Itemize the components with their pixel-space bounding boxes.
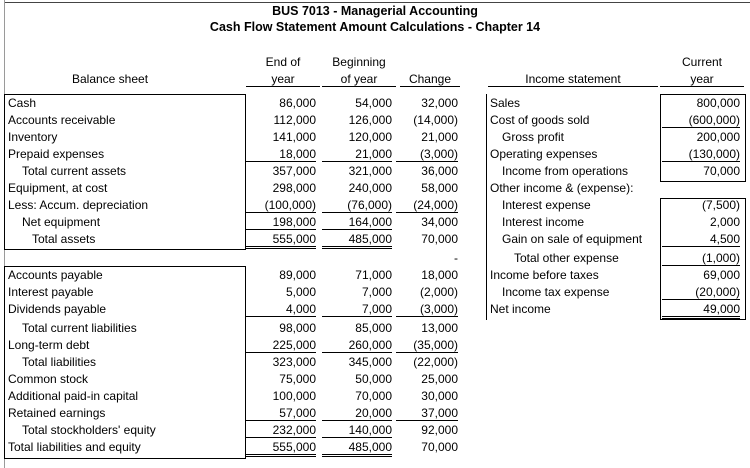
bs-label-long-term-debt: Long-term debt: [8, 338, 90, 352]
bs-change-common-stock: 25,000: [421, 372, 458, 386]
bs-change-net-equipment: 34,000: [421, 215, 458, 229]
bs-change-inventory: 21,000: [421, 130, 458, 144]
is-amount-income-tax: (20,000): [662, 285, 740, 300]
header-income-statement: Income statement: [488, 72, 658, 87]
bs-change-long-term-debt: (35,000): [396, 338, 458, 353]
bs-change-interest-payable: (2,000): [419, 285, 458, 299]
bs-change-total-assets: 70,000: [421, 232, 458, 246]
bs-label-total-current-assets: Total current assets: [22, 164, 127, 178]
is-amount-sales: 800,000: [696, 96, 740, 110]
bs-end-dividends-payable: 4,000: [246, 302, 316, 317]
top-border: [5, 2, 750, 3]
is-amount-net-income: 49,000: [662, 302, 740, 319]
bs-begin-accum-depreciation: (76,000): [322, 198, 392, 213]
is-amount-total-other-expense: (1,000): [662, 251, 740, 266]
bs-begin-total-current-assets: 321,000: [348, 164, 392, 178]
bs-begin-total-current-liabilities: 85,000: [355, 321, 392, 335]
bs-begin-total-equity: 140,000: [322, 423, 392, 438]
bs-label-ap: Accounts payable: [8, 268, 103, 282]
bs-begin-total-liabilities: 345,000: [348, 355, 392, 369]
bs-change-prepaid: (3,000): [396, 147, 458, 162]
bs-label-equipment: Equipment, at cost: [8, 181, 108, 195]
bs-change-ar: (14,000): [413, 113, 458, 127]
bs-end-apic: 100,000: [272, 389, 316, 403]
is-label-income-before-taxes: Income before taxes: [490, 268, 599, 282]
bs-end-cash: 86,000: [279, 96, 316, 110]
bs-end-total-equity: 232,000: [246, 423, 316, 438]
bs-change-equipment: 58,000: [421, 181, 458, 195]
bs-label-ar: Accounts receivable: [8, 113, 116, 127]
bs-label-retained-earnings: Retained earnings: [8, 406, 106, 420]
header-end-year: year: [246, 72, 320, 87]
is-label-net-income: Net income: [490, 302, 551, 316]
bs-change-cash: 32,000: [421, 96, 458, 110]
bs-end-inventory: 141,000: [272, 130, 316, 144]
bs-begin-equipment: 240,000: [348, 181, 392, 195]
header-current-year: year: [660, 72, 744, 87]
bs-label-apic: Additional paid-in capital: [8, 389, 139, 403]
bs-end-long-term-debt: 225,000: [246, 338, 316, 353]
is-amount-income-before-taxes: 69,000: [703, 268, 740, 282]
is-label-total-other-expense: Total other expense: [514, 251, 619, 265]
is-amount-operating-expenses: (130,000): [662, 147, 740, 162]
header-balance-sheet: Balance sheet: [71, 72, 149, 86]
bs-begin-dividends-payable: 7,000: [322, 302, 392, 317]
bs-begin-interest-payable: 7,000: [361, 285, 392, 299]
is-label-interest-income: Interest income: [502, 215, 585, 229]
bs-label-total-assets: Total assets: [32, 232, 96, 246]
bs-begin-inventory: 120,000: [348, 130, 392, 144]
bs-label-common-stock: Common stock: [8, 372, 89, 386]
is-label-operating-expenses: Operating expenses: [490, 147, 598, 161]
is-label-other-income: Other income & (expense):: [490, 181, 634, 195]
report-title: BUS 7013 - Managerial Accounting: [272, 4, 478, 18]
is-label-cogs: Cost of goods sold: [490, 113, 590, 127]
is-label-interest-expense: Interest expense: [502, 198, 591, 212]
bs-begin-prepaid: 21,000: [322, 147, 392, 162]
bs-end-prepaid: 18,000: [246, 147, 316, 162]
bs-begin-common-stock: 50,000: [355, 372, 392, 386]
bs-change-retained-earnings: 37,000: [396, 406, 458, 421]
bs-change-apic: 30,000: [421, 389, 458, 403]
bs-label-net-equipment: Net equipment: [22, 215, 101, 229]
bs-end-total-current-liabilities: 98,000: [279, 321, 316, 335]
bs-begin-apic: 70,000: [355, 389, 392, 403]
header-beginning-of: Beginning: [332, 55, 386, 69]
is-label-income-tax: Income tax expense: [502, 285, 610, 299]
bs-end-total-assets: 555,000: [246, 232, 316, 249]
is-label-gross-profit: Gross profit: [502, 130, 565, 144]
bs-end-retained-earnings: 57,000: [246, 406, 316, 421]
bs-end-ar: 112,000: [273, 113, 316, 127]
bs-label-total-liabilities: Total liabilities: [22, 355, 97, 369]
bs-end-total-liab-equity: 555,000: [246, 440, 316, 457]
bs-label-total-equity: Total stockholders' equity: [22, 423, 156, 437]
bs-begin-long-term-debt: 260,000: [322, 338, 392, 353]
header-change: Change: [400, 72, 460, 87]
bs-label-total-current-liabilities: Total current liabilities: [22, 321, 137, 335]
bs-label-interest-payable: Interest payable: [8, 285, 94, 299]
bs-change-total-liabilities: (22,000): [413, 355, 458, 369]
bs-label-total-liab-equity: Total liabilities and equity: [8, 440, 141, 454]
is-amount-cogs: (600,000): [662, 113, 740, 128]
bs-begin-ar: 126,000: [348, 113, 392, 127]
bs-change-total-liab-equity: 70,000: [421, 440, 458, 454]
bs-change-total-current-assets: 36,000: [421, 164, 458, 178]
is-amount-gross-profit: 200,000: [696, 130, 740, 144]
is-amount-interest-income: 2,000: [709, 215, 740, 229]
bs-label-prepaid: Prepaid expenses: [8, 147, 105, 161]
bs-end-accum-depreciation: (100,000): [246, 198, 316, 213]
is-label-gain-on-sale: Gain on sale of equipment: [502, 232, 643, 246]
bs-change-ap: 18,000: [421, 268, 458, 282]
bs-end-equipment: 298,000: [272, 181, 316, 195]
bs-begin-retained-earnings: 20,000: [322, 406, 392, 421]
bs-change-accum-depreciation: (24,000): [396, 198, 458, 213]
is-amount-interest-expense: (7,500): [701, 198, 740, 212]
header-end-of: End of: [265, 55, 301, 69]
bs-begin-total-assets: 485,000: [322, 232, 392, 249]
bs-label-dividends-payable: Dividends payable: [8, 302, 107, 316]
bs-end-net-equipment: 198,000: [246, 215, 316, 230]
bs-begin-cash: 54,000: [355, 96, 392, 110]
bs-end-interest-payable: 5,000: [285, 285, 316, 299]
header-beginning-year: of year: [322, 72, 396, 87]
bs-end-total-liabilities: 323,000: [272, 355, 316, 369]
bs-label-cash: Cash: [8, 96, 37, 110]
bs-dash: -: [454, 251, 458, 265]
bs-label-accum-depreciation: Less: Accum. depreciation: [8, 198, 149, 212]
header-current: Current: [681, 55, 722, 69]
bs-begin-total-liab-equity: 485,000: [322, 440, 392, 457]
bs-change-total-current-liabilities: 13,000: [421, 321, 458, 335]
bs-end-ap: 89,000: [279, 268, 316, 282]
report-subtitle: Cash Flow Statement Amount Calculations - Chapter 14: [209, 20, 541, 34]
bs-change-total-equity: 92,000: [421, 423, 458, 437]
is-label-income-from-operations: Income from operations: [502, 164, 629, 178]
is-amount-gain-on-sale: 4,500: [662, 232, 740, 247]
income-left-border: [486, 94, 487, 320]
bs-end-common-stock: 75,000: [279, 372, 316, 386]
bs-begin-net-equipment: 164,000: [322, 215, 392, 230]
is-label-sales: Sales: [490, 96, 521, 110]
bs-change-dividends-payable: (3,000): [396, 302, 458, 317]
is-amount-income-from-operations: 70,000: [703, 164, 740, 178]
bs-begin-ap: 71,000: [355, 268, 392, 282]
bs-end-total-current-assets: 357,000: [272, 164, 316, 178]
bs-label-inventory: Inventory: [8, 130, 58, 144]
